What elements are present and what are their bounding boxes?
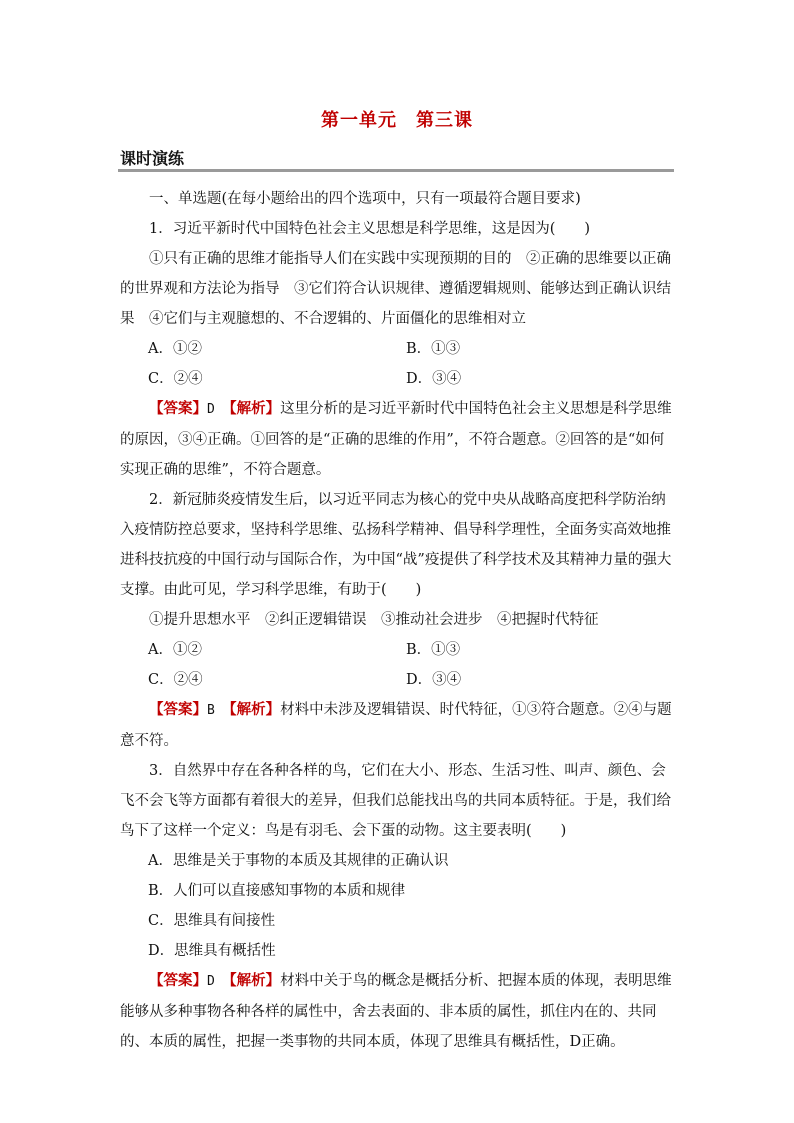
- section-label: 课时演练: [120, 149, 185, 168]
- question-1-option-b: B．①③: [406, 341, 461, 357]
- answer-letter: B: [207, 703, 215, 718]
- answer-tag: 【答案】: [149, 972, 207, 989]
- question-content: [120, 184, 674, 1057]
- question-2-answer: [120, 695, 674, 756]
- question-2-option-a: A．①②: [148, 642, 202, 658]
- answer-letter: D: [207, 974, 215, 989]
- question-1-answer: [120, 394, 674, 485]
- analysis-tag: 【解析】: [229, 400, 281, 417]
- question-3-stem: 3．自然界中存在各种各样的鸟，它们在大小、形态、生活习性、叫声、颜色、会飞不会飞等方面都有着很大的差异，但我们总能找出鸟的共同本质特征。于是，我们给鸟下了这样一个定义：鸟是有羽毛、会下蛋的动物。这主要表明( ): [120, 763, 671, 839]
- answer-letter: D: [207, 402, 215, 417]
- question-1-options-row-1: [120, 334, 674, 364]
- question-1-items: ①只有正确的思维才能指导人们在实践中实现预期的目的 ②正确的思维要以正确的世界观和方法论为指导 ③它们符合认识规律、遵循逻辑规则、能够达到正确认识结果 ④它们与主观臆想的、不合逻辑的、片面僵化的思维相对立: [120, 251, 671, 327]
- intro-text: 一、单选题(在每小题给出的四个选项中，只有一项最符合题目要求): [149, 191, 581, 207]
- question-3-option-b: B．人们可以直接感知事物的本质和规律: [148, 883, 406, 899]
- question-3-option-a: A．思维是关于事物的本质及其规律的正确认识: [148, 853, 449, 869]
- question-2-options-row-2: [120, 665, 674, 695]
- question-2-option-d: D．③④: [406, 672, 462, 688]
- analysis-text: 材料中关于鸟的概念是概括分析、把握本质的体现，表明思维能够从多种事物各种各样的属性中，舍去表面的、非本质的属性，抓住内在的、共同的、本质的属性，把握一类事物的共同本质，体现了思维具有概括性，D正确。: [120, 973, 672, 1050]
- question-3-option-d: D．思维具有概括性: [148, 943, 276, 959]
- answer-tag: 【答案】: [149, 701, 207, 718]
- question-1-stem: 1．习近平新时代中国特色社会主义思想是科学思维，这是因为( ): [149, 221, 591, 237]
- question-2-option-c: C．②④: [148, 672, 203, 688]
- section-divider: [118, 169, 674, 172]
- analysis-tag: 【解析】: [229, 972, 281, 989]
- question-3-option-c: C．思维具有间接性: [148, 913, 276, 929]
- analysis-tag: 【解析】: [229, 701, 281, 718]
- analysis-text: 这里分析的是习近平新时代中国特色社会主义思想是科学思维的原因，③④正确。①回答的是“正确的思维的作用”，不符合题意。②回答的是“如何实现正确的思维”，不符合题意。: [120, 401, 672, 478]
- page-title: 第一单元 第三课: [321, 110, 473, 131]
- question-2-option-b: B．①③: [406, 642, 461, 658]
- question-1-option-a: A．①②: [148, 341, 202, 357]
- question-3-answer: [120, 966, 674, 1057]
- question-2-options-row-1: [120, 635, 674, 665]
- question-2-items: ①提升思想水平 ②纠正逻辑错误 ③推动社会进步 ④把握时代特征: [149, 612, 599, 628]
- question-1-option-c: C．②④: [148, 371, 203, 387]
- question-1-option-d: D．③④: [406, 371, 462, 387]
- answer-tag: 【答案】: [149, 400, 207, 417]
- analysis-text: 材料中未涉及逻辑错误、时代特征，①③符合题意。②④与题意不符。: [120, 702, 672, 749]
- question-1-options-row-2: [120, 364, 674, 394]
- question-2-stem: 2．新冠肺炎疫情发生后，以习近平同志为核心的党中央从战略高度把科学防治纳入疫情防控总要求，坚持科学思维、弘扬科学精神、倡导科学理性，全面务实高效地推进科技抗疫的中国行动与国际合作，为中国“战”疫提供了科学技术及其精神力量的强大支撑。由此可见，学习科学思维，有助于( ): [120, 492, 672, 598]
